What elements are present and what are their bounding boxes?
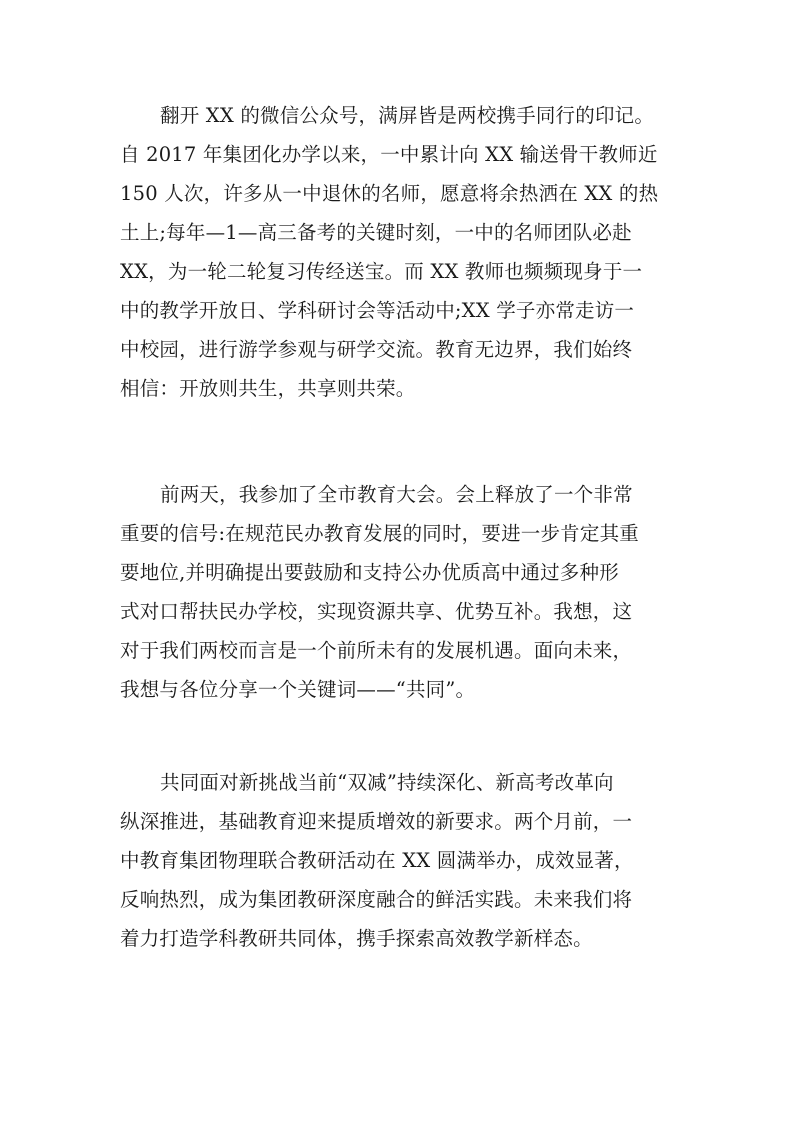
paragraph-line: 式对口帮扶民办学校，实现资源共享、优势互补。我想，这 xyxy=(120,600,633,623)
paragraph-line: 中教育集团物理联合教研活动在 XX 圆满举办，成效显著， xyxy=(120,849,634,872)
paragraph-line: 我想与各位分享一个关键词——“共同”。 xyxy=(120,678,476,701)
paragraph-line: 共同面对新挑战当前“双减”持续深化、新高考改革向 xyxy=(160,771,614,794)
paragraph-line: 对于我们两校而言是一个前所未有的发展机遇。面向未来， xyxy=(120,639,633,662)
paragraph-line: 自 2017 年集团化办学以来，一中累计向 XX 输送骨干教师近 xyxy=(120,143,658,166)
paragraph-line: 中校园，进行游学参观与研学交流。教育无边界，我们始终 xyxy=(120,338,633,361)
paragraph-line: XX，为一轮二轮复习传经送宝。而 XX 教师也频频现身于一 xyxy=(120,260,643,283)
paragraph-line: 中的教学开放日、学科研讨会等活动中;XX 学子亦常走访一 xyxy=(120,299,635,322)
paragraph-line: 150 人次，许多从一中退休的名师，愿意将余热洒在 XX 的热 xyxy=(120,182,659,205)
paragraph-line: 反响热烈，成为集团教研深度融合的鲜活实践。未来我们将 xyxy=(120,888,633,911)
paragraph-line: 土上;每年—1—高三备考的关键时刻，一中的名师团队必赴 xyxy=(120,221,632,244)
paragraph-line: 前两天，我参加了全市教育大会。会上释放了一个非常 xyxy=(160,483,633,506)
paragraph-line: 要地位,并明确提出要鼓励和支持公办优质高中通过多种形 xyxy=(120,561,619,584)
paragraph-line: 着力打造学科教研共同体，携手探索高效教学新样态。 xyxy=(120,927,593,950)
paragraph-line: 纵深推进，基础教育迎来提质增效的新要求。两个月前，一 xyxy=(120,810,633,833)
paragraph-line: 翻开 XX 的微信公众号，满屏皆是两校携手同行的印记。 xyxy=(160,104,655,127)
paragraph-line: 重要的信号:在规范民办教育发展的同时，要进一步肯定其重 xyxy=(120,522,639,545)
paragraph-line: 相信：开放则共生，共享则共荣。 xyxy=(120,377,416,400)
